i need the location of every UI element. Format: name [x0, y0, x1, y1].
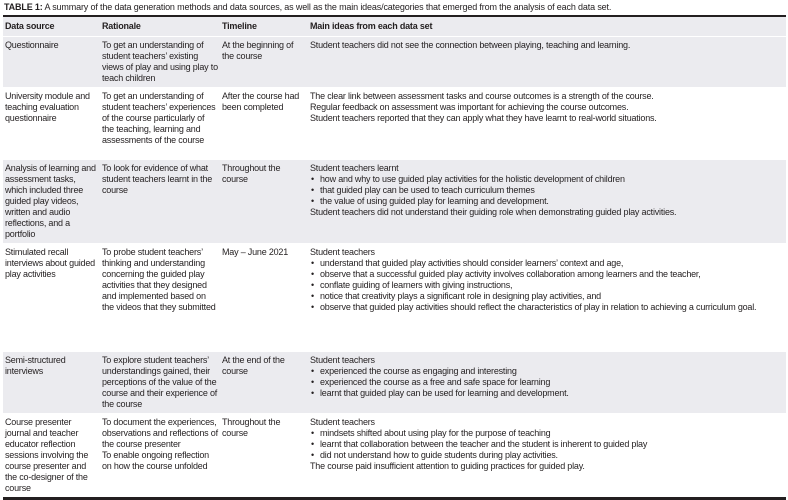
rationale-text: To document the experiences, observations and reflections of the course presenter [102, 417, 218, 449]
list-item: • that guided play can be used to teach curriculum themes [310, 185, 784, 196]
list-item: • the value of using guided play for learning and development. [310, 196, 784, 207]
rationale-text: To get an understanding of student teachers’ experiences of the course particularly of the teaching, learning and assessments of the course [102, 91, 216, 145]
table-caption [4, 2, 611, 12]
timeline-cell [220, 414, 308, 499]
main-ideas-cell [308, 37, 786, 88]
list-item: • how and why to use guided play activities for the holistic development of children [310, 174, 784, 185]
rationale-cell [100, 88, 220, 160]
rationale-text: To get an understanding of student teachers’ existing views of play and using play to teach children [102, 40, 218, 83]
main-ideas-list [310, 428, 784, 461]
list-item: • understand that guided play activities should consider learners’ context and age, [310, 258, 784, 269]
data-source-cell [3, 244, 100, 352]
main-idea-text: Student teachers reported that they can apply what they have learnt to real-world situations. [310, 113, 657, 123]
header-row [3, 16, 786, 37]
table-row [3, 160, 786, 244]
timeline-text: Throughout the course [222, 417, 281, 438]
main-ideas-cell [308, 88, 786, 160]
data-source-cell [3, 37, 100, 88]
data-source-text: Stimulated recall interviews about guided play activities [5, 247, 95, 279]
timeline-text: Throughout the course [222, 163, 281, 184]
header-main-ideas: Main ideas from each data set [308, 16, 786, 37]
timeline-cell [220, 244, 308, 352]
header-timeline: Timeline [220, 16, 308, 37]
list-item: • conflate guiding of learners with giving instructions, [310, 280, 784, 291]
main-idea-text: Student teachers [310, 355, 375, 365]
header-rationale: Rationale [100, 16, 220, 37]
main-ideas-cell [308, 352, 786, 414]
table-row [3, 244, 786, 352]
list-item: • mindsets shifted about using play for the purpose of teaching [310, 428, 784, 439]
list-item: • experienced the course as a free and safe space for learning [310, 377, 784, 388]
timeline-text: May – June 2021 [222, 247, 289, 257]
timeline-cell [220, 160, 308, 244]
main-ideas-list [310, 258, 784, 313]
list-item: • notice that creativity plays a significant role in designing play activities, and [310, 291, 784, 302]
rationale-cell [100, 244, 220, 352]
main-idea-text: Student teachers [310, 417, 375, 427]
main-idea-text: The clear link between assessment tasks and course outcomes is a strength of the course. [310, 91, 654, 101]
header-data-source: Data source [3, 16, 100, 37]
list-item: • experienced the course as engaging and interesting [310, 366, 784, 377]
main-ideas-cell [308, 160, 786, 244]
rationale-text: To enable ongoing reflection on how the course unfolded [102, 450, 209, 471]
main-ideas-list [310, 366, 784, 399]
list-item: • did not understand how to guide students during play activities. [310, 450, 784, 461]
main-idea-text: Student teachers did not understand their guiding role when demonstrating guided play activities. [310, 207, 677, 217]
main-ideas-cell [308, 414, 786, 499]
timeline-cell [220, 88, 308, 160]
rationale-cell [100, 37, 220, 88]
table-row [3, 352, 786, 414]
rationale-text: To probe student teachers’ thinking and understanding concerning the guided play activities that they designed and implemented based on the videos that they submitted [102, 247, 216, 312]
rationale-cell [100, 160, 220, 244]
main-idea-text: Student teachers learnt [310, 163, 399, 173]
list-item: • observe that a successful guided play activity involves collaboration among learners and the teacher, [310, 269, 784, 280]
data-source-cell [3, 88, 100, 160]
data-source-cell [3, 160, 100, 244]
rationale-text: To look for evidence of what student teachers learnt in the course [102, 163, 213, 195]
main-idea-text: Student teachers [310, 247, 375, 257]
main-idea-text: Student teachers did not see the connection between playing, teaching and learning. [310, 40, 631, 50]
data-source-text: Semi-structured interviews [5, 355, 66, 376]
rationale-cell [100, 352, 220, 414]
rationale-text: To explore student teachers’ understandings gained, their perceptions of the value of the course and their experience of the course [102, 355, 218, 409]
data-source-cell [3, 352, 100, 414]
data-source-cell [3, 414, 100, 499]
main-ideas-list [310, 174, 784, 207]
list-item: • learnt that collaboration between the teacher and the student is inherent to guided play [310, 439, 784, 450]
rationale-cell [100, 414, 220, 499]
timeline-cell [220, 37, 308, 88]
timeline-text: At the end of the course [222, 355, 285, 376]
data-source-text: Questionnaire [5, 40, 59, 50]
summary-table [3, 15, 786, 500]
timeline-cell [220, 352, 308, 414]
data-source-text: Course presenter journal and teacher educator reflection sessions involving the course presenter and the co-designer of the course [5, 417, 89, 493]
main-ideas-cell [308, 244, 786, 352]
table-row [3, 414, 786, 499]
main-idea-text: Regular feedback on assessment was important for achieving the course outcomes. [310, 102, 629, 112]
timeline-text: At the beginning of the course [222, 40, 294, 61]
list-item: • learnt that guided play can be used for learning and development. [310, 388, 784, 399]
caption-label: TABLE 1: [4, 2, 43, 12]
table-row [3, 88, 786, 160]
timeline-text: After the course had been completed [222, 91, 300, 112]
caption-text: A summary of the data generation methods and data sources, as well as the main ideas/categories that emerged from the analysis of each data set. [42, 2, 612, 12]
main-idea-text: The course paid insufficient attention to guiding practices for guided play. [310, 461, 585, 471]
table-row [3, 37, 786, 88]
data-source-text: University module and teaching evaluation questionnaire [5, 91, 90, 123]
list-item: • observe that guided play activities should reflect the characteristics of play in relation to achieving a curriculum goal. [310, 302, 784, 313]
data-source-text: Analysis of learning and assessment tasks, which included three guided play videos, written and audio reflections, and a portfolio [5, 163, 96, 239]
